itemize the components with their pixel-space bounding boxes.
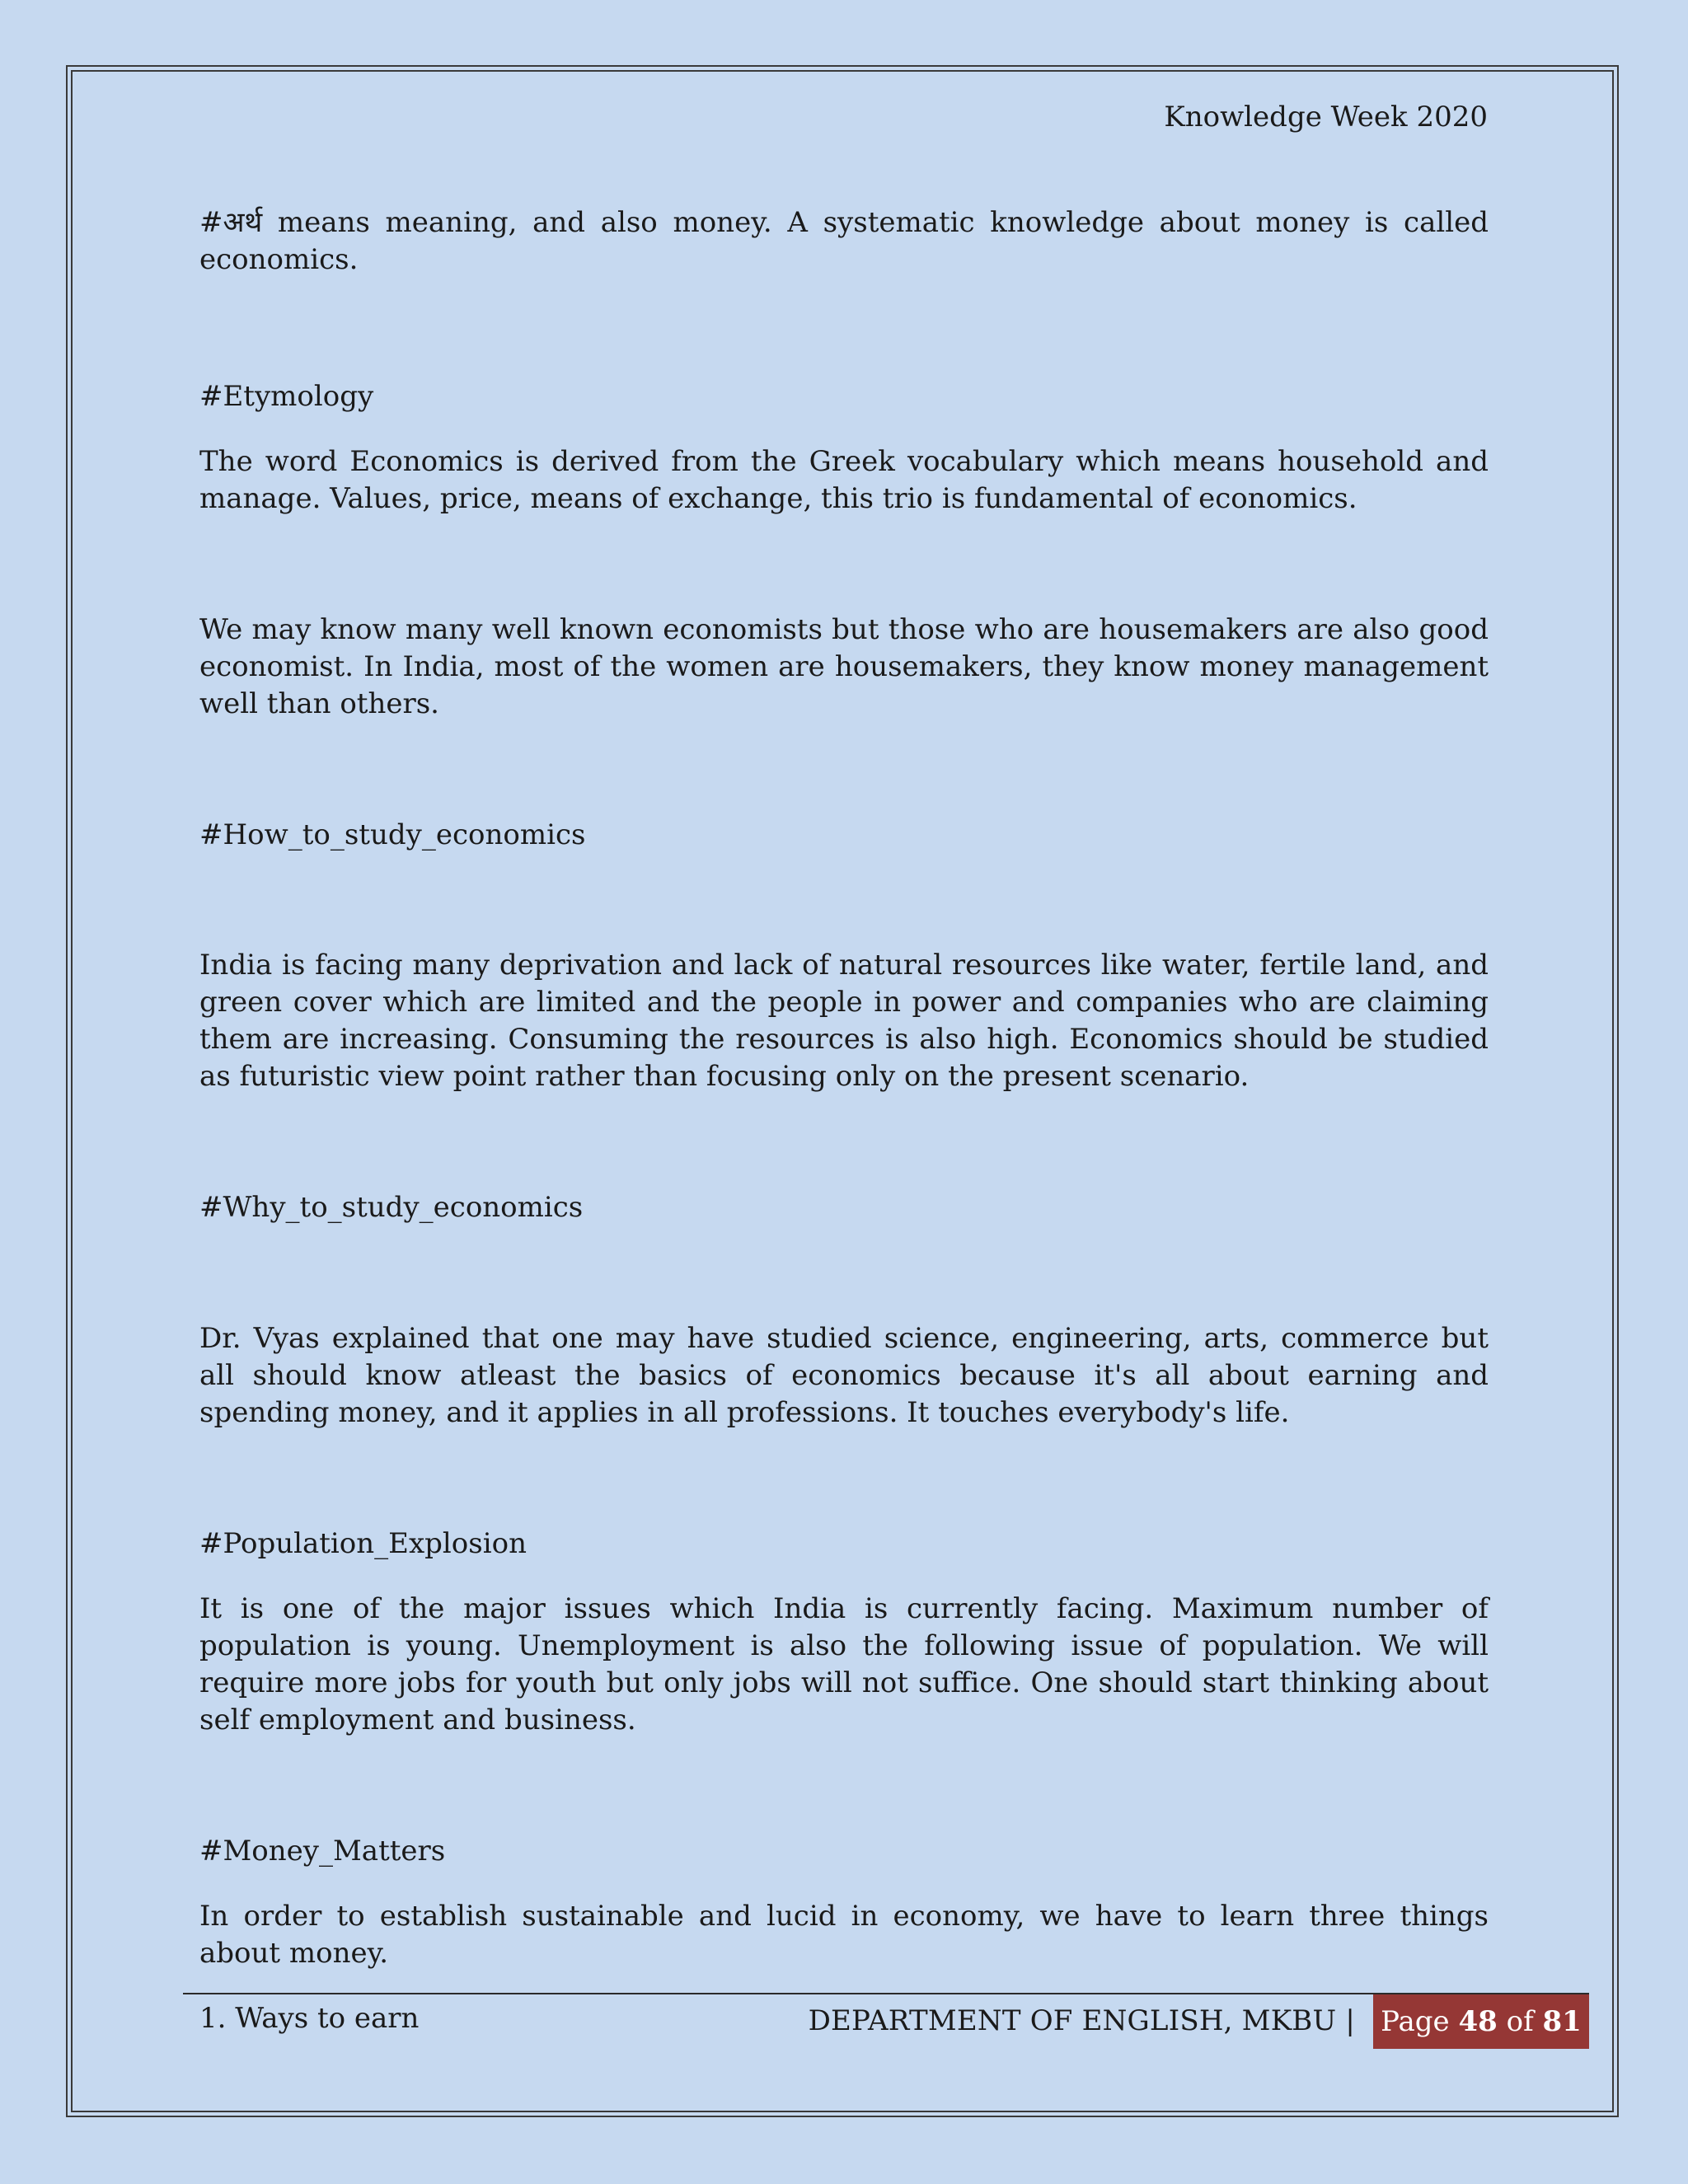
document-body — [199, 204, 1489, 2037]
page-of: of — [1506, 2005, 1534, 2038]
page-total: 81 — [1542, 2005, 1582, 2038]
page-number-badge — [1373, 1994, 1589, 2049]
population-paragraph: It is one of the major issues which India is currently facing. Maximum number of population is young. Unemployment is also the following issue of population. We will require more jobs for youth but only jobs will not suffice. One should start thinking about self employment and business. — [199, 1592, 1489, 1736]
housemakers-paragraph: We may know many well known economists but those who are housemakers are also good economist. In India, most of the women are housemakers, they know money management well than others. — [199, 613, 1489, 720]
intro-hash: # — [199, 206, 223, 239]
money-matters-paragraph: In order to establish sustainable and lucid in economy, we have to learn three things about money. — [199, 1900, 1489, 1970]
page-current: 48 — [1458, 2005, 1498, 2038]
why-to-study-heading: #Why_to_study_economics — [199, 1191, 584, 1224]
intro-text: means meaning, and also money. A systematic knowledge about money is called economics. — [199, 206, 1489, 276]
how-to-study-heading: #How_to_study_economics — [199, 818, 586, 851]
etymology-paragraph: The word Economics is derived from the Greek vocabulary which means household and manage. Values, price, means of exchange, this trio is fundamental of economics. — [199, 445, 1489, 515]
money-matters-heading: #Money_Matters — [199, 1835, 446, 1868]
page-prefix: Page — [1381, 2005, 1450, 2038]
etymology-heading: #Etymology — [199, 380, 374, 413]
footer-department: DEPARTMENT OF ENGLISH, MKBU | — [808, 2004, 1355, 2037]
intro-hindi-word: अर्थ — [223, 206, 263, 239]
population-heading: #Population_Explosion — [199, 1527, 527, 1560]
list-item: 1. Ways to earn — [199, 2002, 420, 2035]
header-title: Knowledge Week 2020 — [1164, 101, 1488, 134]
why-to-study-paragraph: Dr. Vyas explained that one may have studied science, engineering, arts, commerce but all should know atleast the basics of economics because it's all about earning and spending money, and it applies in all professions. It touches everybody's life. — [199, 1322, 1489, 1429]
how-to-study-paragraph: India is facing many deprivation and lack of natural resources like water, fertile land, and green cover which are limited and the people in power and companies who are claiming them are increasing. Consuming the resources is also high. Economics should be studied as futuristic view point rather than focusing only on the present scenario. — [199, 949, 1489, 1093]
intro-paragraph — [199, 204, 1489, 279]
